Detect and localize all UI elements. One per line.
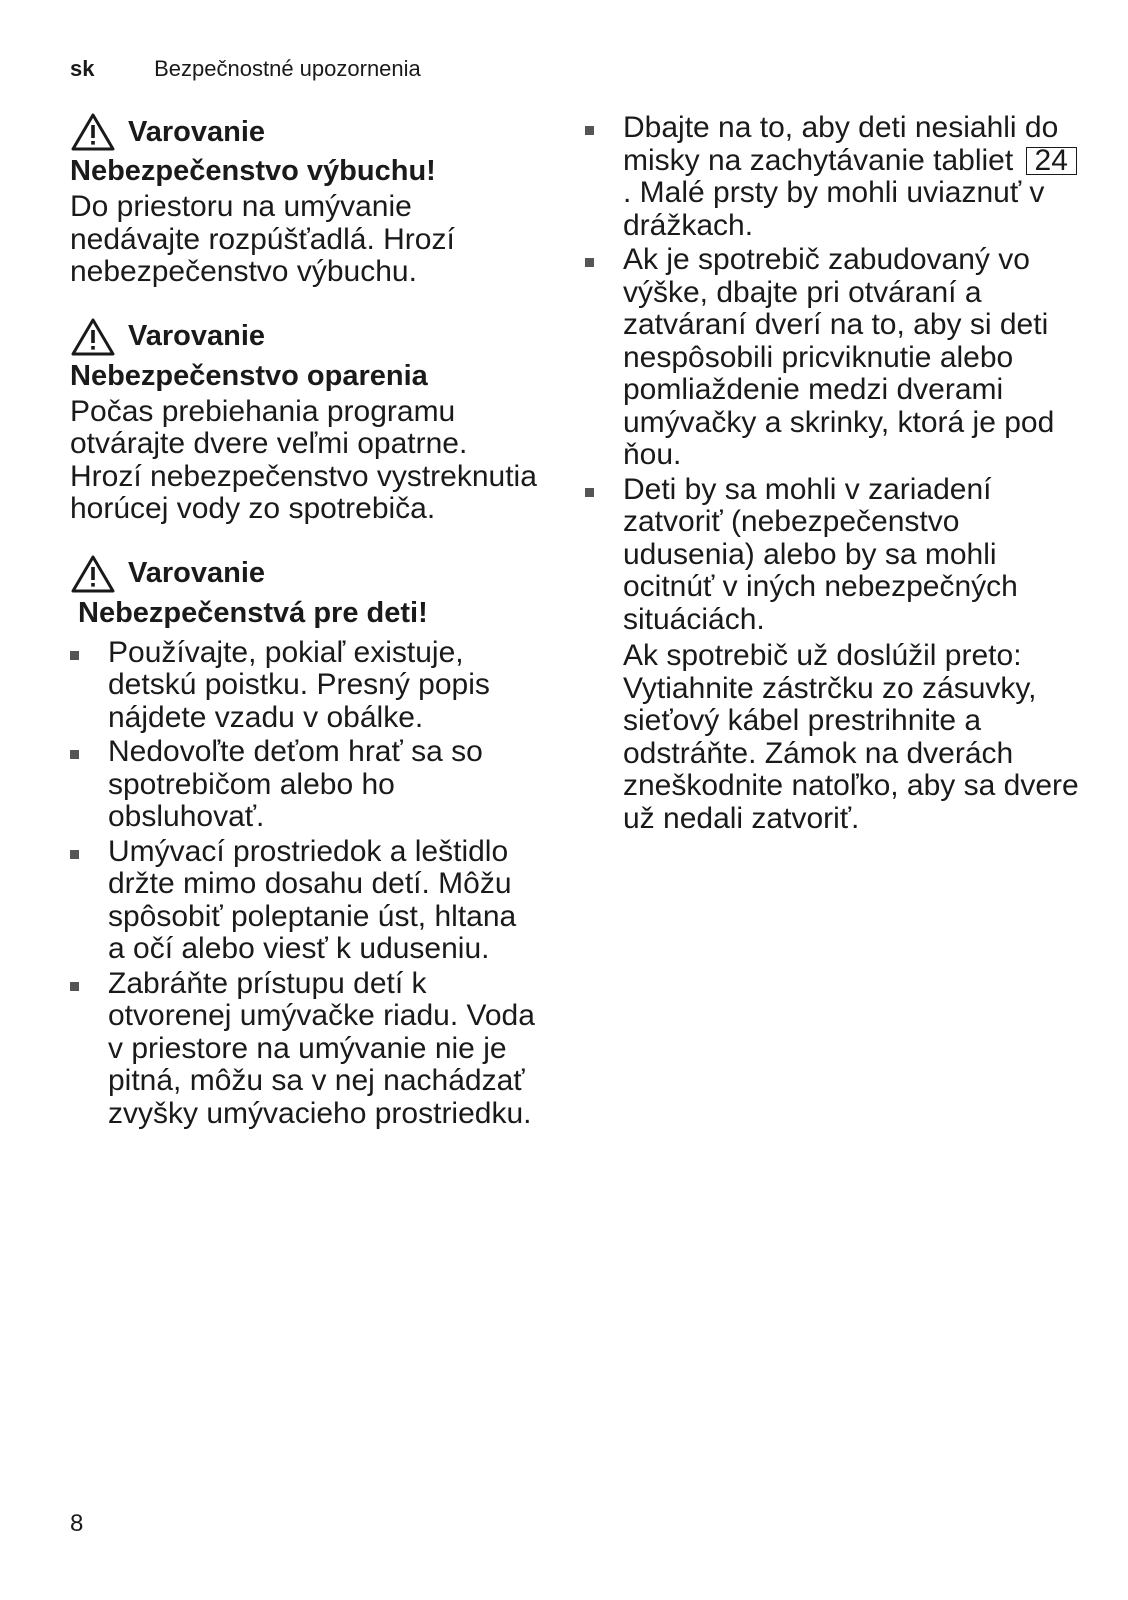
warning-scalding [70,317,540,526]
warning-body: Počas prebiehania programu otvárajte dvere veľmi opatrne. Hrozí nebezpečenstvo vystreknutia horúcej vody zo spotrebiča. [70,394,537,525]
bullet-square-icon [70,850,79,859]
list-item: Dbajte na to, aby deti nesiahli do misky na zachytávanie tabliet 24. Malé prsty by mohli uviaznuť v drážkach. [585,112,1085,242]
list-item: Ak je spotrebič zabudovaný vo výške, dbajte pri otváraní a zatváraní dverí na to, aby si deti nespôsobili pricviknutie alebo pomliaždenie medzi dverami umývačky a skrinky, ktorá je pod ňou. [585,244,1085,472]
page-number: 8 [70,1510,84,1537]
warning-label: Varovanie [128,557,266,589]
list-item: Nedovoľte deťom hrať sa so spotrebičom alebo ho obsluhovať. [70,736,540,834]
bullet-square-icon [585,488,594,497]
warning-triangle-icon [70,317,116,357]
children-warning-list [70,637,540,1131]
warning-subheading: Nebezpečenstvá pre deti! [78,596,428,629]
right-column [585,112,1085,835]
bullet-square-icon [585,126,594,135]
figure-reference: 24 [1026,147,1077,175]
bullet-square-icon [70,750,79,759]
warning-subheading: Nebezpečenstvo výbuchu! [70,155,436,187]
children-warning-list-continued [585,112,1085,636]
warning-heading [70,317,540,357]
page-header [70,56,421,82]
warning-subheading: Nebezpečenstvo oparenia [70,359,428,392]
warning-triangle-icon [70,112,116,152]
warning-explosion [70,112,540,289]
language-code: sk [70,56,95,81]
list-item: Zabráňte prístupu detí k otvorenej umývačke riadu. Voda v priestore na umývanie nie je pitná, môžu sa v nej nachádzať zvyšky umývacieho prostriedku. [70,968,540,1131]
bullet-square-icon [585,258,594,267]
section-title: Bezpečnostné upozornenia [154,56,421,81]
warning-label: Varovanie [128,320,266,352]
list-item: Umývací prostriedok a leštidlo držte mimo dosahu detí. Môžu spôsobiť poleptanie úst, hltana a očí alebo viesť k uduseniu. [70,836,540,966]
warning-body: Do priestoru na umývanie nedávajte rozpúšťadlá. Hrozí nebezpečenstvo výbuchu. [70,190,455,288]
list-item: Používajte, pokiaľ existuje, detskú poistku. Presný popis nájdete vzadu v obálke. [70,637,540,735]
warning-heading [70,554,540,594]
warning-label: Varovanie [128,115,266,148]
warning-heading [70,112,540,152]
left-column [70,112,540,1158]
bullet-square-icon [70,982,79,991]
warning-triangle-icon [70,554,116,594]
bullet-square-icon [70,651,79,660]
list-item: Deti by sa mohli v zariadení zatvoriť (nebezpečenstvo udusenia) alebo by sa mohli ocitnúť v iných nebezpečných situáciách. [585,474,1085,637]
disposal-paragraph: Ak spotrebič už doslúžil preto: Vytiahnite zástrčku zo zásuvky, sieťový kábel prestrihnite a odstráňte. Zámok na dverách zneškodnite natoľko, aby sa dvere už nedali zatvoriť. [623,639,1079,835]
warning-children [70,554,540,1131]
